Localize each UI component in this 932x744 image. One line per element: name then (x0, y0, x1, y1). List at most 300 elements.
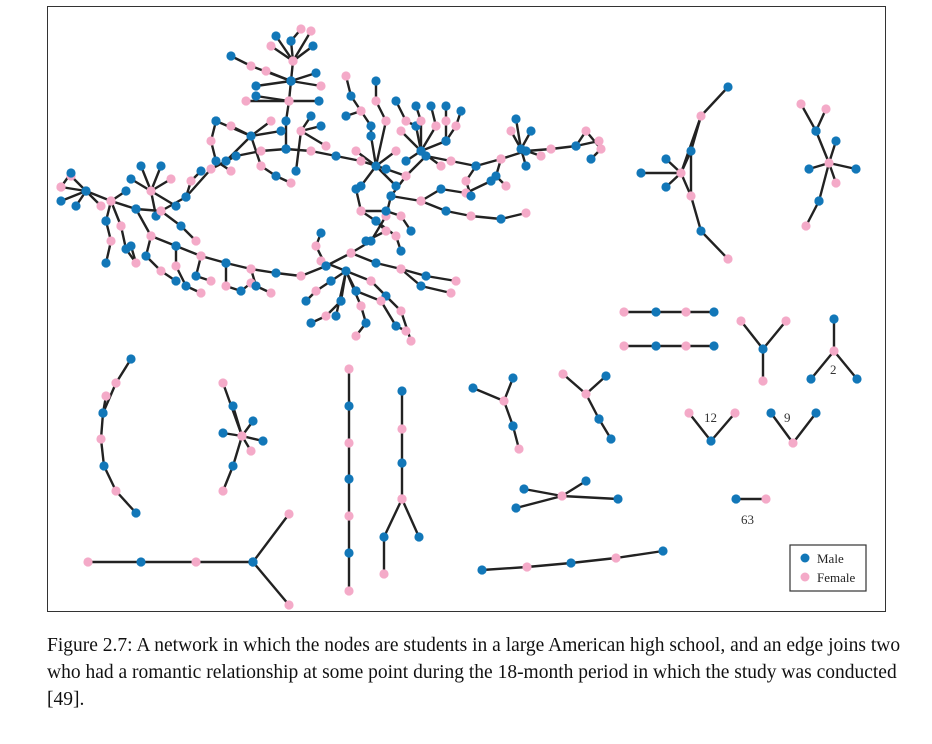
edge (253, 562, 289, 605)
male-node (361, 318, 370, 327)
female-node (686, 191, 695, 200)
male-node (171, 276, 180, 285)
female-node (581, 126, 590, 135)
female-node (521, 208, 530, 217)
female-node (446, 288, 455, 297)
male-node (519, 484, 528, 493)
male-node (181, 281, 190, 290)
male-node (231, 151, 240, 160)
male-node (613, 494, 622, 503)
male-node (56, 196, 65, 205)
male-node (311, 68, 320, 77)
male-node (271, 268, 280, 277)
male-node (126, 174, 135, 183)
female-node (381, 116, 390, 125)
female-node (256, 146, 265, 155)
male-node (316, 121, 325, 130)
male-node (379, 532, 388, 541)
female-node (296, 271, 305, 280)
edge (516, 496, 562, 508)
male-node (316, 228, 325, 237)
male-node (806, 374, 815, 383)
male-node (171, 241, 180, 250)
male-node (101, 216, 110, 225)
male-node (341, 111, 350, 120)
male-node (477, 565, 486, 574)
female-node (246, 446, 255, 455)
male-node (271, 171, 280, 180)
male-node (441, 101, 450, 110)
female-node (196, 251, 205, 260)
component-label-63: 63 (741, 512, 754, 527)
female-node (166, 174, 175, 183)
male-node (248, 416, 257, 425)
female-node (111, 486, 120, 495)
male-node (371, 76, 380, 85)
male-node (251, 91, 260, 100)
network-figure (47, 6, 886, 612)
female-node (311, 286, 320, 295)
edge (701, 87, 728, 116)
female-node (558, 369, 567, 378)
male-node (814, 196, 823, 205)
female-node (522, 562, 531, 571)
female-node (186, 176, 195, 185)
female-node (366, 276, 375, 285)
female-node (226, 121, 235, 130)
edge (384, 499, 402, 537)
male-node (221, 156, 230, 165)
male-node (397, 386, 406, 395)
female-node (56, 182, 65, 191)
male-node (351, 286, 360, 295)
female-node (171, 261, 180, 270)
female-node (396, 264, 405, 273)
female-node (116, 221, 125, 230)
male-node (346, 91, 355, 100)
female-node (316, 81, 325, 90)
female-node (344, 511, 353, 520)
female-node (106, 236, 115, 245)
male-node (416, 281, 425, 290)
male-node (411, 101, 420, 110)
female-node (206, 276, 215, 285)
male-node (421, 271, 430, 280)
male-node (371, 161, 380, 170)
male-node (696, 226, 705, 235)
female-node (351, 146, 360, 155)
male-node (571, 141, 580, 150)
female-node (266, 288, 275, 297)
female-node (371, 96, 380, 105)
male-node (581, 476, 590, 485)
edge (233, 436, 242, 466)
female-node (346, 248, 355, 257)
edge (691, 196, 701, 231)
male-node (601, 371, 610, 380)
male-node (281, 144, 290, 153)
edge (256, 81, 291, 86)
female-node (146, 231, 155, 240)
female-node (191, 236, 200, 245)
female-node (696, 111, 705, 120)
edges-layer (61, 29, 857, 605)
female-node (261, 66, 270, 75)
female-node (514, 444, 523, 453)
male-node (586, 154, 595, 163)
female-node (284, 96, 293, 105)
female-node (266, 116, 275, 125)
male-node (396, 246, 405, 255)
female-node (218, 378, 227, 387)
male-node (441, 206, 450, 215)
female-node (131, 258, 140, 267)
female-node (296, 24, 305, 33)
edge (801, 104, 816, 131)
female-node (226, 166, 235, 175)
male-node (391, 96, 400, 105)
female-node (196, 288, 205, 297)
female-node (681, 341, 690, 350)
female-node (306, 26, 315, 35)
female-node (101, 391, 110, 400)
male-node (731, 494, 740, 503)
female-node (356, 301, 365, 310)
female-node (156, 266, 165, 275)
male-node (468, 383, 477, 392)
edge (571, 558, 616, 563)
female-node (557, 491, 566, 500)
female-node (396, 306, 405, 315)
male-node (391, 181, 400, 190)
male-node (661, 154, 670, 163)
component-label-12: 12 (704, 410, 717, 425)
male-node (471, 161, 480, 170)
male-node (81, 186, 90, 195)
female-node (761, 494, 770, 503)
female-node (596, 144, 605, 153)
female-node (796, 99, 805, 108)
male-node (211, 116, 220, 125)
female-node (241, 96, 250, 105)
male-node (281, 116, 290, 125)
edge (616, 551, 663, 558)
female-node (451, 121, 460, 130)
male-node (766, 408, 775, 417)
male-node (606, 434, 615, 443)
female-node (218, 486, 227, 495)
male-node (246, 131, 255, 140)
edge (524, 489, 562, 496)
female-node (311, 241, 320, 250)
male-node (516, 144, 525, 153)
female-node (496, 154, 505, 163)
female-node (156, 206, 165, 215)
female-node (396, 211, 405, 220)
female-node (111, 378, 120, 387)
female-node (306, 146, 315, 155)
edge (763, 321, 786, 349)
male-node (228, 461, 237, 470)
male-node (331, 311, 340, 320)
female-node (723, 254, 732, 263)
female-node (401, 116, 410, 125)
male-node (391, 321, 400, 330)
male-node (136, 557, 145, 566)
legend (790, 545, 866, 591)
female-node (96, 434, 105, 443)
male-node (511, 503, 520, 512)
edge (527, 563, 571, 567)
male-node (228, 401, 237, 410)
male-node (221, 258, 230, 267)
male-node (121, 186, 130, 195)
female-node (396, 126, 405, 135)
male-node (98, 408, 107, 417)
male-node (508, 373, 517, 382)
male-node (126, 241, 135, 250)
female-node (284, 600, 293, 609)
male-node (594, 414, 603, 423)
female-node (397, 494, 406, 503)
female-node (221, 281, 230, 290)
edge (136, 209, 151, 236)
edge (251, 66, 291, 81)
edge (482, 567, 527, 570)
male-node (271, 31, 280, 40)
edge (793, 413, 816, 443)
male-node (258, 436, 267, 445)
male-node (496, 214, 505, 223)
male-node (351, 184, 360, 193)
male-node (308, 41, 317, 50)
female-node (356, 206, 365, 215)
male-node (314, 96, 323, 105)
male-node (306, 111, 315, 120)
male-node (566, 558, 575, 567)
female-node (391, 231, 400, 240)
edge (402, 499, 419, 537)
female-node (788, 438, 797, 447)
female-node (499, 396, 508, 405)
male-node (466, 191, 475, 200)
male-node (508, 421, 517, 430)
female-node (106, 196, 115, 205)
network-diagram (48, 7, 887, 613)
female-node (397, 424, 406, 433)
male-node (156, 161, 165, 170)
male-node (344, 401, 353, 410)
legend-male-swatch (801, 554, 810, 563)
male-node (381, 206, 390, 215)
male-node (248, 557, 257, 566)
male-node (181, 192, 190, 201)
female-node (446, 156, 455, 165)
female-node (356, 156, 365, 165)
male-node (491, 171, 500, 180)
male-node (131, 204, 140, 213)
male-node (526, 126, 535, 135)
male-node (366, 131, 375, 140)
male-node (66, 168, 75, 177)
male-node (286, 76, 295, 85)
male-node (521, 161, 530, 170)
male-node (196, 166, 205, 175)
female-node (237, 431, 246, 440)
male-node (511, 114, 520, 123)
female-node (431, 121, 440, 130)
male-node (406, 226, 415, 235)
male-node (306, 318, 315, 327)
female-node (829, 346, 838, 355)
male-node (251, 81, 260, 90)
male-node (414, 532, 423, 541)
female-node (619, 307, 628, 316)
male-node (658, 546, 667, 555)
male-node (426, 101, 435, 110)
female-node (546, 144, 555, 153)
female-node (288, 56, 297, 65)
edge (233, 406, 242, 436)
male-node (336, 296, 345, 305)
female-node (381, 226, 390, 235)
female-node (736, 316, 745, 325)
male-node (386, 191, 395, 200)
female-node (206, 136, 215, 145)
edge (816, 131, 829, 163)
female-node (536, 151, 545, 160)
female-node (466, 211, 475, 220)
female-node (191, 557, 200, 566)
female-node (246, 264, 255, 273)
edge (741, 321, 763, 349)
male-node (361, 236, 370, 245)
male-node (236, 286, 245, 295)
male-node (141, 251, 150, 260)
male-node (661, 182, 670, 191)
male-node (286, 36, 295, 45)
female-node (758, 376, 767, 385)
female-node (321, 311, 330, 320)
male-node (651, 307, 660, 316)
male-node (226, 51, 235, 60)
female-node (619, 341, 628, 350)
component-label-9: 9 (784, 410, 791, 425)
female-node (401, 326, 410, 335)
male-node (126, 354, 135, 363)
legend-female-swatch (801, 573, 810, 582)
male-node (401, 156, 410, 165)
male-node (709, 341, 718, 350)
female-node (321, 141, 330, 150)
female-node (406, 336, 415, 345)
female-node (821, 104, 830, 113)
female-node (344, 438, 353, 447)
female-node (416, 196, 425, 205)
male-node (723, 82, 732, 91)
female-node (416, 116, 425, 125)
male-node (344, 474, 353, 483)
edge (562, 496, 618, 499)
male-node (686, 146, 695, 155)
female-node (401, 171, 410, 180)
female-node (441, 116, 450, 125)
male-node (851, 164, 860, 173)
female-node (684, 408, 693, 417)
male-node (191, 271, 200, 280)
male-node (436, 184, 445, 193)
male-node (251, 281, 260, 290)
male-node (341, 266, 350, 275)
male-node (99, 461, 108, 470)
male-node (131, 508, 140, 517)
female-node (730, 408, 739, 417)
male-node (852, 374, 861, 383)
male-node (218, 428, 227, 437)
female-node (341, 71, 350, 80)
female-node (451, 276, 460, 285)
male-node (706, 436, 715, 445)
female-node (594, 136, 603, 145)
female-node (246, 61, 255, 70)
female-node (266, 41, 275, 50)
female-node (831, 178, 840, 187)
female-node (344, 586, 353, 595)
component-label-2: 2 (830, 362, 837, 377)
female-node (676, 168, 685, 177)
male-node (416, 146, 425, 155)
male-node (831, 136, 840, 145)
female-node (781, 316, 790, 325)
female-node (506, 126, 515, 135)
male-node (709, 307, 718, 316)
male-node (71, 201, 80, 210)
female-node (344, 364, 353, 373)
male-node (136, 161, 145, 170)
male-node (441, 136, 450, 145)
female-node (96, 201, 105, 210)
male-node (171, 201, 180, 210)
female-node (286, 178, 295, 187)
female-node (284, 509, 293, 518)
male-node (276, 126, 285, 135)
male-node (804, 164, 813, 173)
male-node (291, 166, 300, 175)
edge (691, 116, 701, 151)
female-node (296, 126, 305, 135)
male-node (326, 276, 335, 285)
male-node (344, 548, 353, 557)
edge (253, 514, 289, 562)
male-node (829, 314, 838, 323)
edge (701, 231, 728, 259)
female-node (391, 146, 400, 155)
female-node (824, 158, 833, 167)
female-node (146, 186, 155, 195)
male-node (371, 216, 380, 225)
female-node (351, 331, 360, 340)
female-node (611, 553, 620, 562)
male-node (366, 121, 375, 130)
edge (421, 286, 451, 293)
female-node (461, 176, 470, 185)
male-node (456, 106, 465, 115)
male-node (811, 126, 820, 135)
female-node (379, 569, 388, 578)
male-node (321, 261, 330, 270)
male-node (101, 258, 110, 267)
female-node (376, 296, 385, 305)
